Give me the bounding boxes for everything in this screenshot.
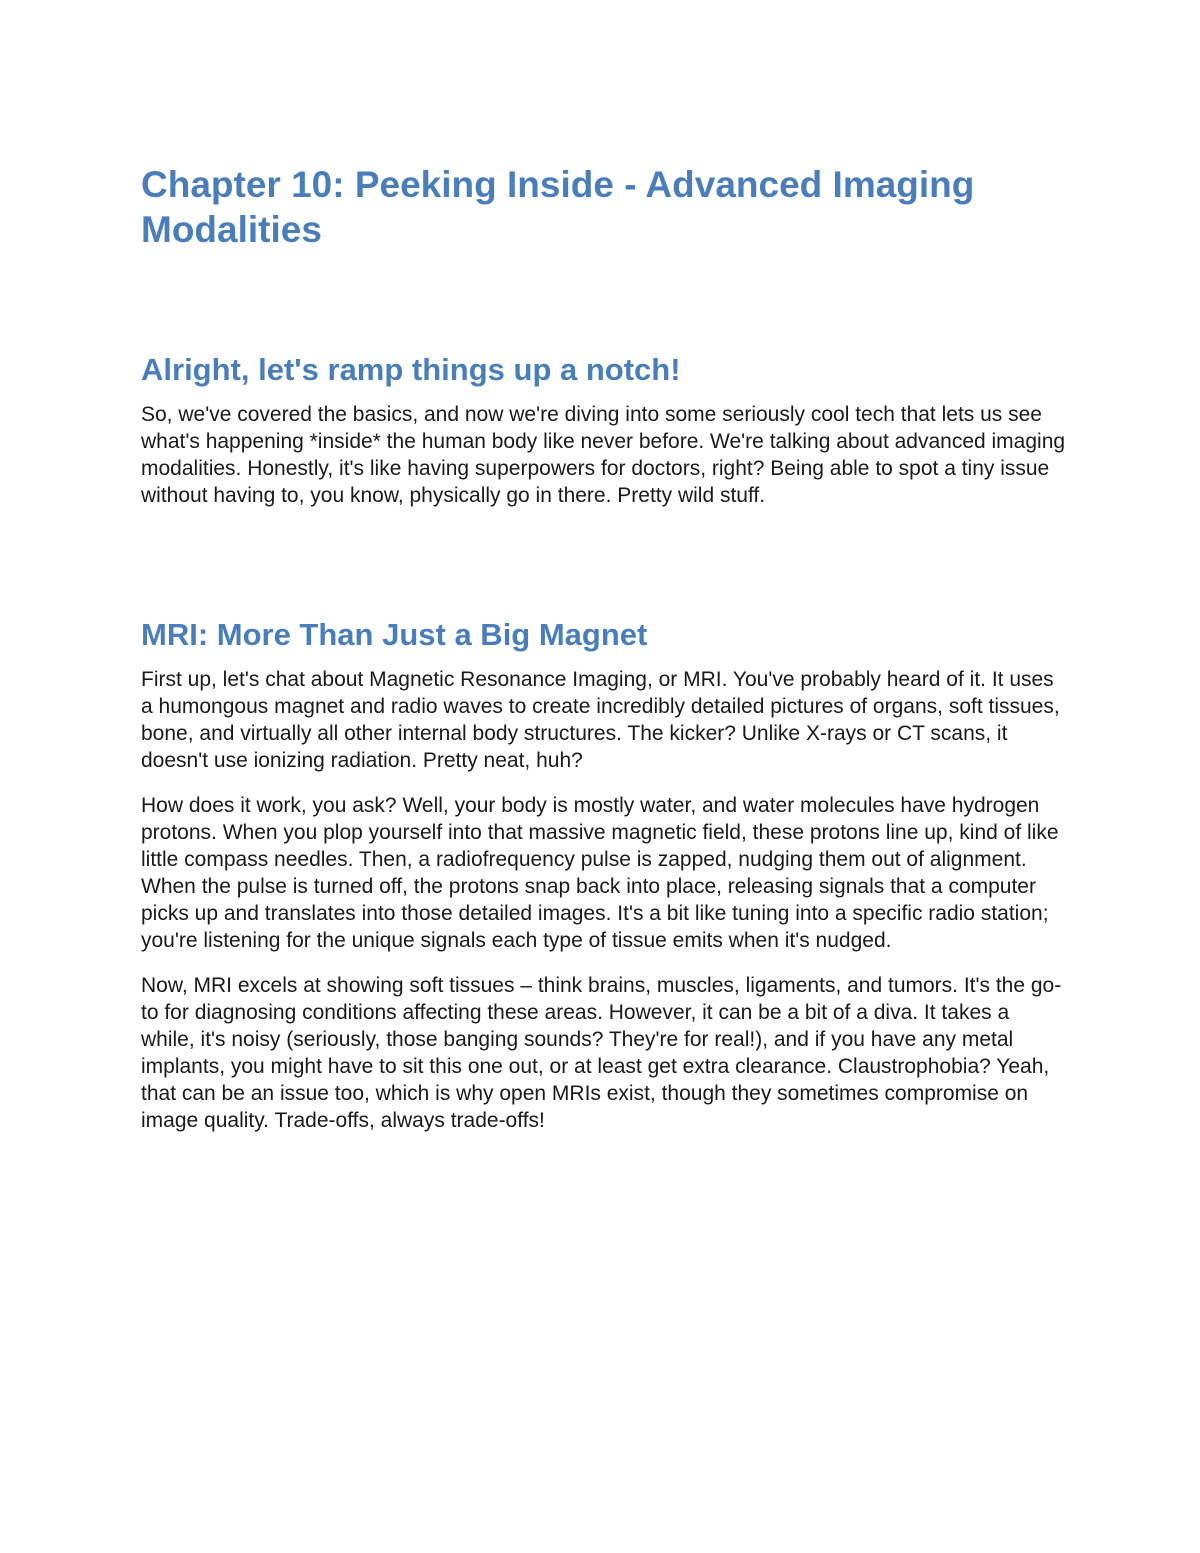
intro-paragraph: So, we've covered the basics, and now we're diving into some seriously cool tech that lets us see what's happening *inside* the human body like never before. We're talking about advanced imaging modalities. Honestly, it's like having superpowers for doctors, right? Being able to spot a tiny issue without having to, you know, physically go in there. Pretty wild stuff. bbox=[141, 403, 1066, 507]
mri-paragraph-how-it-works: How does it work, you ask? Well, your body is mostly water, and water molecules have hydrogen protons. When you plop yourself into that massive magnetic field, these protons line up, kind of like little compass needles. Then, a radiofrequency pulse is zapped, nudging them out of alignment. When the pulse is turned off, the protons snap back into place, releasing signals that a computer picks up and translates into those detailed images. It's a bit like tuning into a specific radio station; you're listening for the unique signals each type of tissue emits when it's nudged. bbox=[141, 794, 1059, 952]
mri-paragraph-overview: First up, let's chat about Magnetic Resonance Imaging, or MRI. You've probably heard of it. It uses a humongous magnet and radio waves to create incredibly detailed pictures of organs, soft tissues, bone, and virtually all other internal body structures. The kicker? Unlike X-rays or CT scans, it doesn't use ionizing radiation. Pretty neat, huh? bbox=[141, 668, 1060, 772]
section-heading-mri: MRI: More Than Just a Big Magnet bbox=[141, 617, 648, 652]
chapter-title: Chapter 10: Peeking Inside - Advanced Imaging Modalities bbox=[141, 164, 975, 250]
mri-paragraph-strengths-limits: Now, MRI excels at showing soft tissues – think brains, muscles, ligaments, and tumors. It's the go-to for diagnosing conditions affecting these areas. However, it can be a bit of a diva. It takes a while, it's noisy (seriously, those banging sounds? They're for real!), and if you have any metal implants, you might have to sit this one out, or at least get extra clearance. Claustrophobia? Yeah, that can be an issue too, which is why open MRIs exist, though they sometimes compromise on image quality. Trade-offs, always trade-offs! bbox=[141, 974, 1062, 1132]
document-body bbox=[141, 162, 1066, 1134]
section-heading-intro: Alright, let's ramp things up a notch! bbox=[141, 352, 681, 387]
